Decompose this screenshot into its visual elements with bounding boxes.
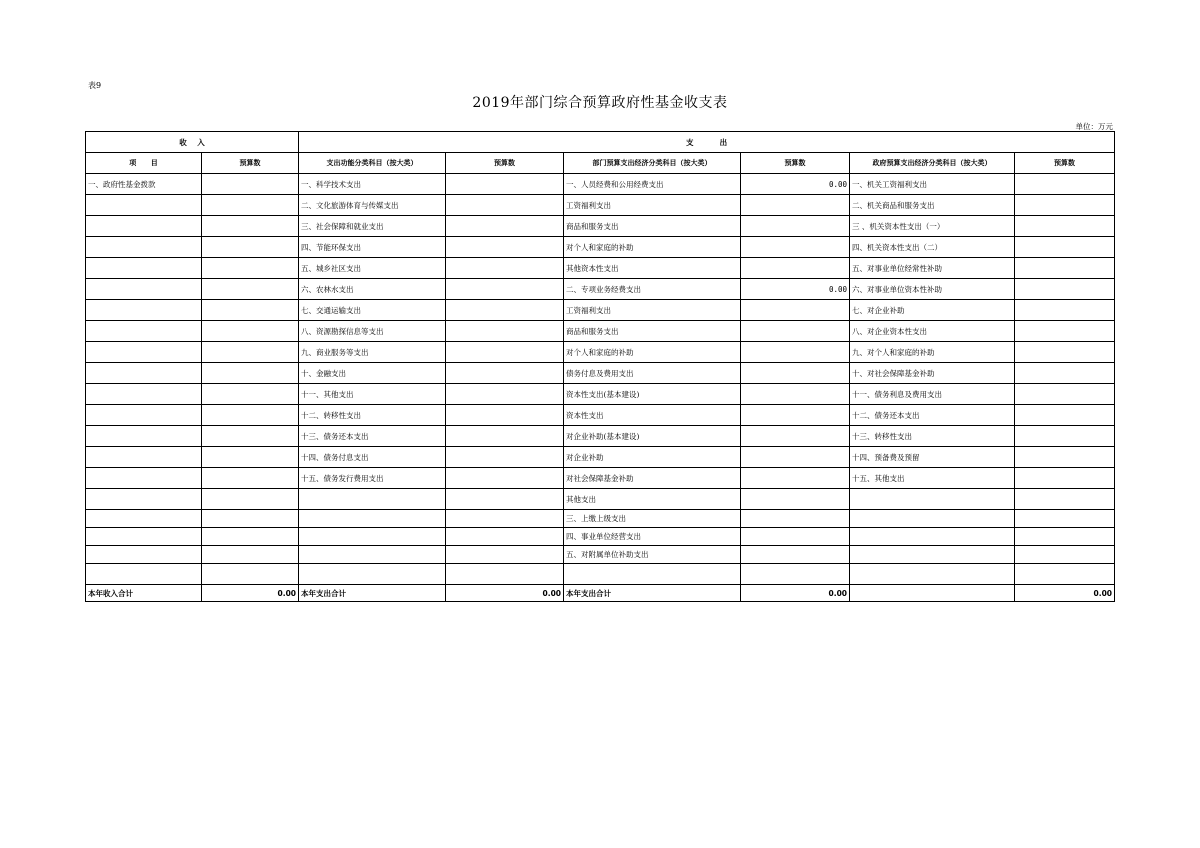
dept-budget-cell xyxy=(741,468,850,489)
dept-item-cell: 其他资本性支出 xyxy=(564,258,741,279)
gov-item-cell: 二、机关商品和服务支出 xyxy=(850,195,1015,216)
dept-budget-cell xyxy=(741,300,850,321)
table-row xyxy=(86,384,1115,405)
func-item-cell: 五、城乡社区支出 xyxy=(299,258,446,279)
table-row xyxy=(86,321,1115,342)
dept-item-cell: 商品和服务支出 xyxy=(564,321,741,342)
dept-item-cell: 二、专项业务经费支出 xyxy=(564,279,741,300)
func-budget-cell xyxy=(446,342,564,363)
total-income-value: 0.00 xyxy=(202,585,299,602)
unit-label: 单位：万元 xyxy=(1075,122,1113,131)
col-header-gov: 政府预算支出经济分类科目（按大类） xyxy=(850,153,1015,174)
func-budget-cell xyxy=(446,216,564,237)
income-budget-cell xyxy=(202,384,299,405)
dept-item-cell: 资本性支出(基本建设) xyxy=(564,384,741,405)
dept-budget-cell xyxy=(741,489,850,510)
income-budget-cell xyxy=(202,489,299,510)
col-header-func: 支出功能分类科目（按大类） xyxy=(299,153,446,174)
dept-item-cell: 对社会保障基金补助 xyxy=(564,468,741,489)
func-budget-cell xyxy=(446,510,564,528)
dept-budget-cell xyxy=(741,363,850,384)
gov-budget-cell xyxy=(1015,426,1115,447)
gov-item-cell: 八、对企业资本性支出 xyxy=(850,321,1015,342)
income-budget-cell xyxy=(202,321,299,342)
income-budget-cell xyxy=(202,405,299,426)
gov-item-cell: 一、机关工资福利支出 xyxy=(850,174,1015,195)
col-header-budget: 预算数 xyxy=(1015,153,1115,174)
total-func-value: 0.00 xyxy=(446,585,564,602)
gov-item-cell: 十二、债务还本支出 xyxy=(850,405,1015,426)
income-item-cell xyxy=(86,300,202,321)
func-item-cell xyxy=(299,528,446,546)
income-item-cell xyxy=(86,510,202,528)
func-item-cell: 十三、债务还本支出 xyxy=(299,426,446,447)
dept-item-cell: 商品和服务支出 xyxy=(564,216,741,237)
income-item-cell xyxy=(86,195,202,216)
income-budget-cell xyxy=(202,279,299,300)
table-row xyxy=(86,468,1115,489)
income-budget-cell xyxy=(202,237,299,258)
gov-budget-cell xyxy=(1015,405,1115,426)
func-budget-cell xyxy=(446,258,564,279)
func-item-cell: 八、资源勘探信息等支出 xyxy=(299,321,446,342)
gov-item-cell xyxy=(850,489,1015,510)
dept-budget-cell xyxy=(741,216,850,237)
income-item-cell xyxy=(86,528,202,546)
col-header-item: 项 目 xyxy=(86,153,202,174)
dept-budget-cell xyxy=(741,528,850,546)
gov-budget-cell xyxy=(1015,321,1115,342)
income-budget-cell xyxy=(202,510,299,528)
dept-item-cell: 资本性支出 xyxy=(564,405,741,426)
func-item-cell: 二、文化旅游体育与传媒支出 xyxy=(299,195,446,216)
col-header-dept: 部门预算支出经济分类科目（按大类） xyxy=(564,153,741,174)
func-item-cell xyxy=(299,510,446,528)
gov-budget-cell xyxy=(1015,363,1115,384)
dept-budget-cell: 0.00 xyxy=(741,279,850,300)
income-header: 收 入 xyxy=(86,132,299,153)
gov-budget-cell xyxy=(1015,546,1115,564)
gov-budget-cell xyxy=(1015,195,1115,216)
header-row-columns xyxy=(86,153,1115,174)
func-item-cell: 四、节能环保支出 xyxy=(299,237,446,258)
dept-budget-cell xyxy=(741,195,850,216)
income-budget-cell xyxy=(202,528,299,546)
gov-item-cell: 七、对企业补助 xyxy=(850,300,1015,321)
table-row xyxy=(86,528,1115,546)
dept-budget-cell xyxy=(741,237,850,258)
table-row xyxy=(86,489,1115,510)
total-dept-label: 本年支出合计 xyxy=(564,585,741,602)
income-budget-cell xyxy=(202,546,299,564)
income-item-cell xyxy=(86,321,202,342)
dept-budget-cell xyxy=(741,342,850,363)
income-budget-cell xyxy=(202,363,299,384)
gov-budget-cell xyxy=(1015,528,1115,546)
func-item-cell xyxy=(299,564,446,585)
gov-item-cell: 四、机关资本性支出（二） xyxy=(850,237,1015,258)
income-item-cell xyxy=(86,426,202,447)
table-tag: 表9 xyxy=(88,81,102,90)
func-item-cell: 六、农林水支出 xyxy=(299,279,446,300)
income-budget-cell xyxy=(202,426,299,447)
income-budget-cell xyxy=(202,468,299,489)
dept-item-cell: 债务付息及费用支出 xyxy=(564,363,741,384)
func-budget-cell xyxy=(446,321,564,342)
table-row xyxy=(86,405,1115,426)
gov-budget-cell xyxy=(1015,489,1115,510)
gov-item-cell xyxy=(850,528,1015,546)
gov-item-cell xyxy=(850,546,1015,564)
gov-budget-cell xyxy=(1015,237,1115,258)
dept-item-cell: 工资福利支出 xyxy=(564,195,741,216)
func-item-cell xyxy=(299,546,446,564)
dept-budget-cell xyxy=(741,426,850,447)
func-item-cell: 十、金融支出 xyxy=(299,363,446,384)
gov-budget-cell xyxy=(1015,174,1115,195)
dept-budget-cell xyxy=(741,384,850,405)
gov-item-cell: 六、对事业单位资本性补助 xyxy=(850,279,1015,300)
expense-header: 支 出 xyxy=(299,132,1115,153)
func-budget-cell xyxy=(446,468,564,489)
dept-item-cell: 对个人和家庭的补助 xyxy=(564,237,741,258)
table-row xyxy=(86,342,1115,363)
func-budget-cell xyxy=(446,447,564,468)
dept-item-cell: 工资福利支出 xyxy=(564,300,741,321)
total-func-label: 本年支出合计 xyxy=(299,585,446,602)
gov-budget-cell xyxy=(1015,384,1115,405)
gov-budget-cell xyxy=(1015,510,1115,528)
func-budget-cell xyxy=(446,279,564,300)
table-row xyxy=(86,237,1115,258)
income-budget-cell xyxy=(202,216,299,237)
func-budget-cell xyxy=(446,405,564,426)
func-budget-cell xyxy=(446,546,564,564)
gov-item-cell: 十五、其他支出 xyxy=(850,468,1015,489)
gov-budget-cell xyxy=(1015,468,1115,489)
table-row xyxy=(86,426,1115,447)
table-row xyxy=(86,258,1115,279)
col-header-budget: 预算数 xyxy=(202,153,299,174)
gov-budget-cell xyxy=(1015,258,1115,279)
total-dept-value: 0.00 xyxy=(741,585,850,602)
income-item-cell xyxy=(86,279,202,300)
dept-item-cell: 对企业补助 xyxy=(564,447,741,468)
dept-item-cell: 其他支出 xyxy=(564,489,741,510)
header-row-group xyxy=(86,132,1115,153)
func-item-cell: 九、商业服务等支出 xyxy=(299,342,446,363)
func-budget-cell xyxy=(446,195,564,216)
func-budget-cell xyxy=(446,564,564,585)
func-item-cell: 十五、债务发行费用支出 xyxy=(299,468,446,489)
total-row xyxy=(86,585,1115,602)
func-item-cell: 七、交通运输支出 xyxy=(299,300,446,321)
gov-budget-cell xyxy=(1015,300,1115,321)
dept-budget-cell xyxy=(741,510,850,528)
total-gov-value: 0.00 xyxy=(1015,585,1115,602)
dept-budget-cell: 0.00 xyxy=(741,174,850,195)
func-item-cell: 十二、转移性支出 xyxy=(299,405,446,426)
table-row xyxy=(86,447,1115,468)
income-item-cell xyxy=(86,216,202,237)
gov-item-cell: 十、对社会保障基金补助 xyxy=(850,363,1015,384)
dept-item-cell: 一、人员经费和公用经费支出 xyxy=(564,174,741,195)
income-item-cell xyxy=(86,258,202,279)
func-item-cell xyxy=(299,489,446,510)
income-budget-cell xyxy=(202,342,299,363)
func-budget-cell xyxy=(446,237,564,258)
dept-item-cell: 对企业补助(基本建设) xyxy=(564,426,741,447)
gov-budget-cell xyxy=(1015,279,1115,300)
table-row xyxy=(86,510,1115,528)
income-item-cell xyxy=(86,447,202,468)
gov-item-cell: 三 、机关资本性支出（一） xyxy=(850,216,1015,237)
table-row xyxy=(86,300,1115,321)
gov-item-cell: 十一、债务利息及费用支出 xyxy=(850,384,1015,405)
dept-budget-cell xyxy=(741,564,850,585)
table-row xyxy=(86,564,1115,585)
func-budget-cell xyxy=(446,300,564,321)
func-item-cell: 十一、其他支出 xyxy=(299,384,446,405)
func-budget-cell xyxy=(446,489,564,510)
gov-budget-cell xyxy=(1015,447,1115,468)
budget-table xyxy=(85,131,1115,602)
table-row xyxy=(86,174,1115,195)
income-budget-cell xyxy=(202,174,299,195)
gov-budget-cell xyxy=(1015,216,1115,237)
col-header-budget: 预算数 xyxy=(446,153,564,174)
dept-item-cell xyxy=(564,564,741,585)
func-budget-cell xyxy=(446,174,564,195)
func-budget-cell xyxy=(446,426,564,447)
total-income-label: 本年收入合计 xyxy=(86,585,202,602)
income-item-cell: 一、政府性基金拨款 xyxy=(86,174,202,195)
func-item-cell: 十四、债务付息支出 xyxy=(299,447,446,468)
page-title: 2019年部门综合预算政府性基金收支表 xyxy=(472,95,728,111)
table-row xyxy=(86,546,1115,564)
income-item-cell xyxy=(86,489,202,510)
dept-budget-cell xyxy=(741,258,850,279)
total-gov-label xyxy=(850,585,1015,602)
gov-item-cell: 九、对个人和家庭的补助 xyxy=(850,342,1015,363)
col-header-budget: 预算数 xyxy=(741,153,850,174)
income-item-cell xyxy=(86,384,202,405)
table-row xyxy=(86,216,1115,237)
income-item-cell xyxy=(86,237,202,258)
func-budget-cell xyxy=(446,384,564,405)
dept-item-cell: 五、对附属单位补助支出 xyxy=(564,546,741,564)
income-item-cell xyxy=(86,468,202,489)
func-budget-cell xyxy=(446,528,564,546)
income-budget-cell xyxy=(202,564,299,585)
income-item-cell xyxy=(86,342,202,363)
dept-item-cell: 对个人和家庭的补助 xyxy=(564,342,741,363)
dept-budget-cell xyxy=(741,447,850,468)
dept-item-cell: 三、上缴上级支出 xyxy=(564,510,741,528)
dept-budget-cell xyxy=(741,546,850,564)
gov-item-cell xyxy=(850,564,1015,585)
income-budget-cell xyxy=(202,447,299,468)
income-budget-cell xyxy=(202,300,299,321)
table-row xyxy=(86,279,1115,300)
dept-budget-cell xyxy=(741,405,850,426)
income-budget-cell xyxy=(202,258,299,279)
table-row xyxy=(86,363,1115,384)
gov-budget-cell xyxy=(1015,564,1115,585)
income-item-cell xyxy=(86,546,202,564)
income-budget-cell xyxy=(202,195,299,216)
gov-budget-cell xyxy=(1015,342,1115,363)
income-item-cell xyxy=(86,363,202,384)
gov-item-cell xyxy=(850,510,1015,528)
table-row xyxy=(86,195,1115,216)
gov-item-cell: 十三、转移性支出 xyxy=(850,426,1015,447)
income-item-cell xyxy=(86,564,202,585)
dept-item-cell: 四、事业单位经营支出 xyxy=(564,528,741,546)
func-budget-cell xyxy=(446,363,564,384)
income-item-cell xyxy=(86,405,202,426)
dept-budget-cell xyxy=(741,321,850,342)
gov-item-cell: 五、对事业单位经常性补助 xyxy=(850,258,1015,279)
gov-item-cell: 十四、预备费及预留 xyxy=(850,447,1015,468)
func-item-cell: 三、社会保障和就业支出 xyxy=(299,216,446,237)
func-item-cell: 一、科学技术支出 xyxy=(299,174,446,195)
